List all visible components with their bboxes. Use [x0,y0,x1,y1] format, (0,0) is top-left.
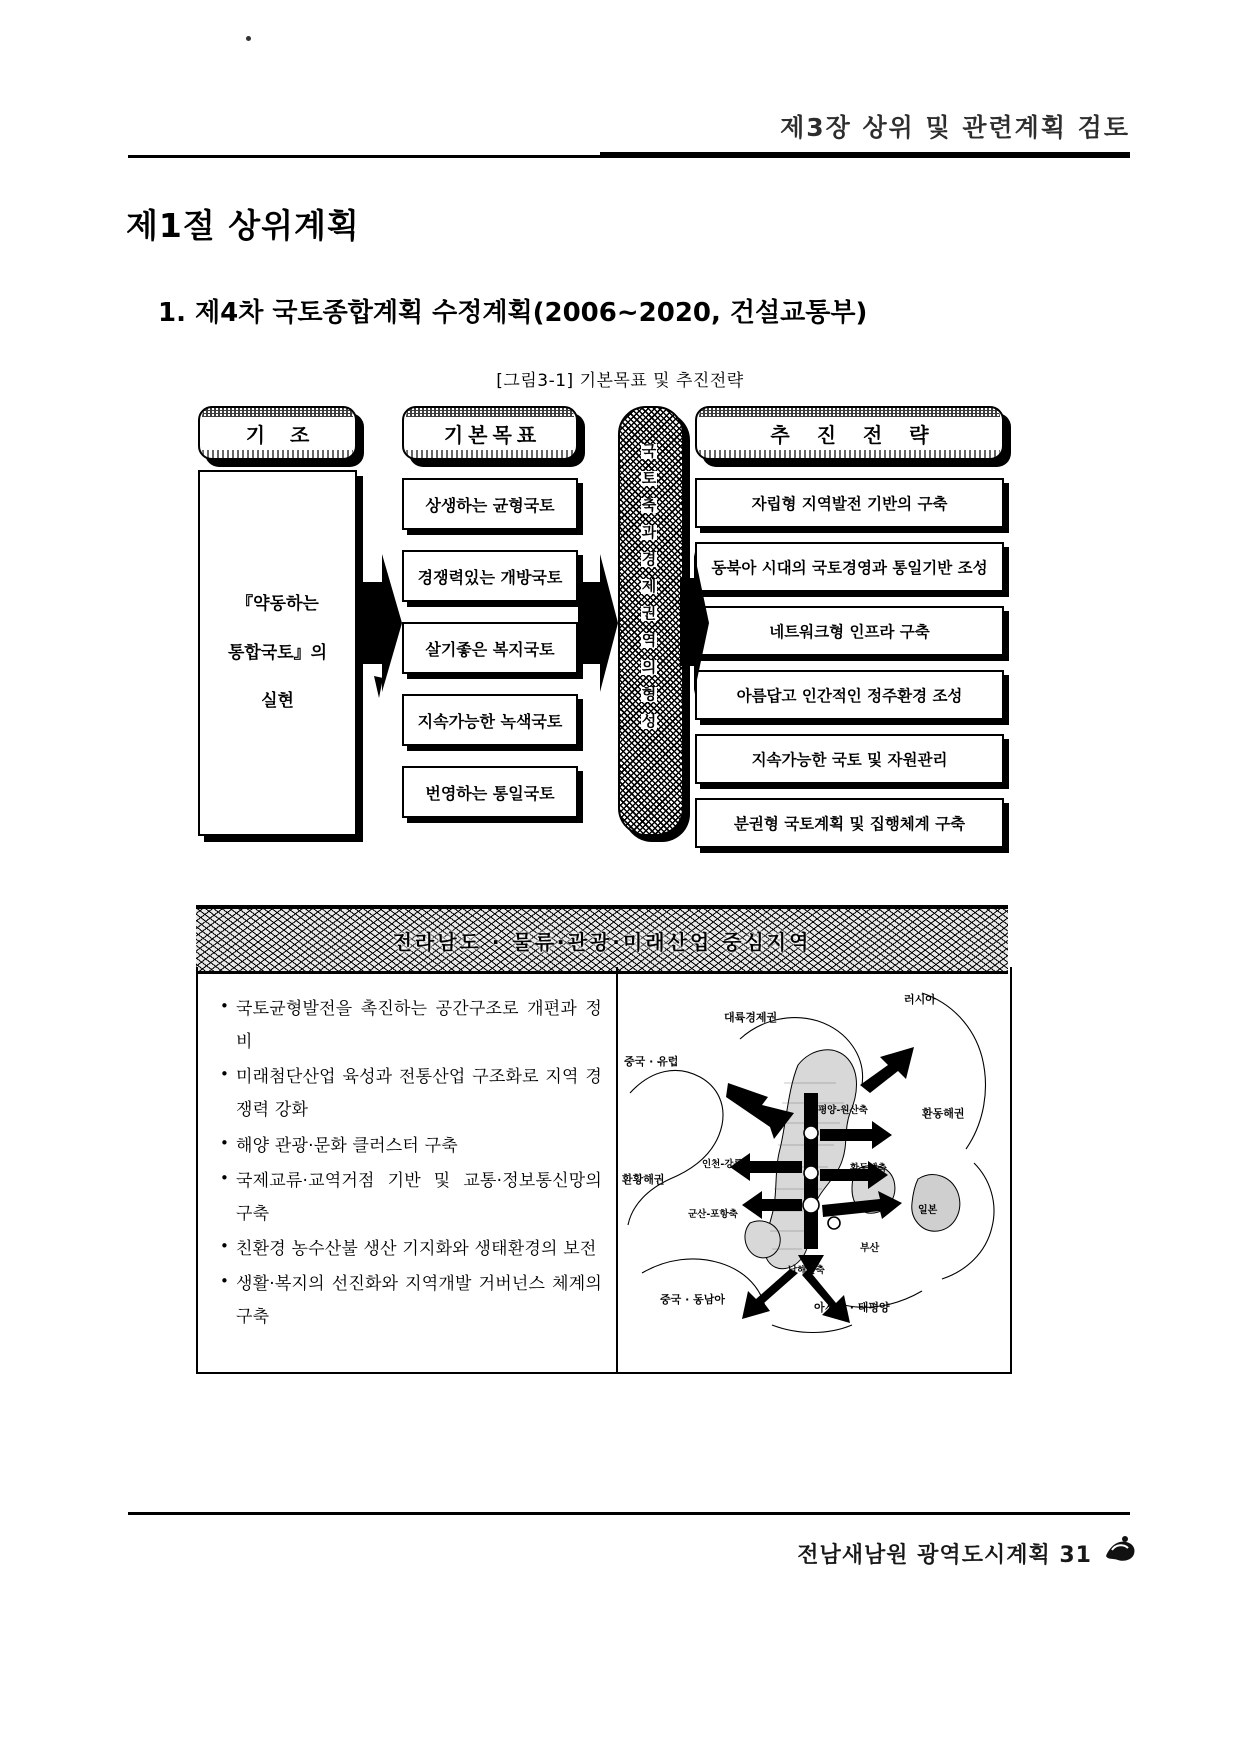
axis-pill-label [628,444,670,824]
pill-char: 권 [641,604,657,622]
arrow-right-icon [356,548,404,698]
footer-rule [128,1512,1130,1515]
map-label-china-seasia: 중국 · 동남아 [660,1293,725,1306]
map-label-hwandong: 환동해권 [922,1107,965,1120]
panel-divider [616,967,618,1372]
diagram-header-goals: 기본목표 [402,406,578,460]
foundation-line-3: 실현 [261,691,294,712]
foundation-line-2: 통합국토』의 [227,642,328,663]
map-label-pyongyang: 평양-원산축 [818,1105,868,1116]
footer-label [797,1538,1092,1569]
highlight-banner [196,905,1008,974]
goal-box: 살기좋은 복지국토 [402,622,578,674]
scan-artifact-dot [246,36,251,41]
strategy-box: 지속가능한 국토 및 자원관리 [695,734,1004,784]
list-item: • 친환경 농수산불 생산 기지화와 생태환경의 보전 [220,1233,602,1266]
pill-char: 경 [641,550,657,568]
list-item: • 국토균형발전을 촉진하는 공간구조로 개편과 정비 [220,993,602,1059]
map-label-russia: 러시아 [904,993,936,1006]
list-item: • 해양 관광·문화 클러스터 구축 [220,1130,602,1163]
list-item: • 미래첨단산업 육성과 전통산업 구조화로 지역 경쟁력 강화 [220,1061,602,1127]
pill-char: 과 [641,523,657,541]
pill-char: 축 [641,496,657,514]
map-label-daeryuk: 대륙경제권 [724,1011,778,1024]
banner-label: 전라남도 · 물류·관광·미래산업 중심지역 [392,929,812,954]
map-label-china-europe: 중국 · 유럽 [624,1055,679,1068]
figure-caption: [그림3-1] 기본목표 및 추진전략 [496,371,744,391]
pill-char: 의 [641,658,657,676]
header-rule-thick [600,152,1130,158]
pill-char: 제 [641,577,657,595]
footer-doc-title: 전남새남원 광역도시계획 [797,1543,1051,1568]
strategy-box: 아름답고 인간적인 정주환경 조성 [695,670,1004,720]
seal-logo-icon [1100,1528,1140,1568]
pill-char: 형 [641,685,657,703]
map-label-gunsan: 군산-포항축 [688,1209,738,1220]
arrow-right-icon [576,548,620,698]
foundation-box [198,470,357,836]
regional-summary-panel [196,967,1012,1374]
pill-char: 토 [641,469,657,487]
goal-box: 경쟁력있는 개방국토 [402,550,578,602]
list-item: • 생활·복지의 선진화와 지역개발 거버넌스 체계의 구축 [220,1268,602,1334]
map-label-hwanghae: 환황해권 [622,1173,665,1186]
foundation-line-1: 『약동하는 [236,593,319,614]
strategy-box: 분권형 국토계획 및 집행체계 구축 [695,798,1004,848]
goal-box: 지속가능한 녹색국토 [402,694,578,746]
goal-box: 번영하는 통일국토 [402,766,578,818]
diagram-header-foundation: 기 조 [198,406,357,460]
pill-char: 국 [641,442,657,460]
korea-regional-map [622,973,1006,1365]
subsection-title: 1. 제4차 국토종합계획 수정계획(2006~2020, 건설교통부) [158,298,868,328]
strategy-box: 네트워크형 인프라 구축 [695,606,1004,656]
map-label-busan: 부산 [860,1243,880,1254]
pill-char: 역 [641,631,657,649]
page-number: 31 [1059,1543,1092,1568]
strategy-box: 동북아 시대의 국토경영과 통일기반 조성 [695,542,1004,592]
map-label-incheon: 인천-강릉축 [702,1159,752,1170]
bullet-list [220,993,602,1336]
map-label-asia-pacific: 아시아 · 태평양 [814,1301,890,1314]
running-header: 제3장 상위 및 관련계획 검토 [780,113,1130,142]
strategy-box: 자립형 지역발전 기반의 구축 [695,478,1004,528]
strategy-diagram [190,398,1010,838]
goal-box: 상생하는 균형국토 [402,478,578,530]
page-title: 제1절 상위계획 [126,206,360,245]
map-label-namhae: 남해안축 [788,1265,825,1276]
arrow-right-icon [680,548,710,698]
list-item: • 국제교류·교역거점 기반 및 교통·정보통신망의 구축 [220,1165,602,1231]
map-label-hwandongchuk: 환동해축 [850,1163,887,1174]
map-label-japan: 일본 [918,1205,938,1216]
diagram-header-strategies: 추 진 전 략 [695,406,1004,460]
pill-char: 성 [641,712,657,730]
